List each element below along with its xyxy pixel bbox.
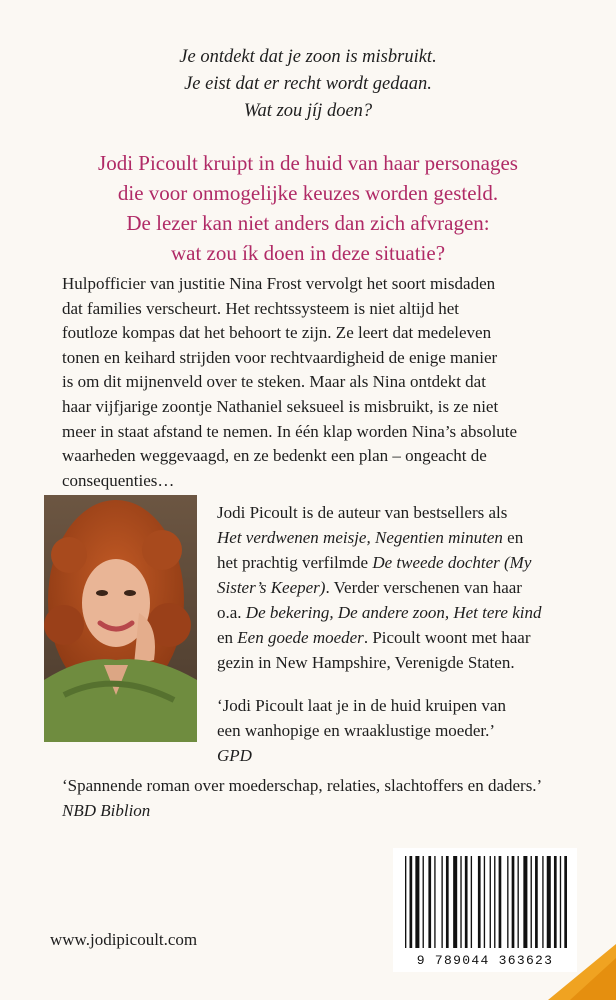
synopsis-line: waarheden weggevaagd, en ze bedenkt een plan – ongeacht de xyxy=(62,446,487,466)
barcode-bars xyxy=(393,848,577,954)
synopsis-line: tonen en keihard strijden voor rechtvaardigheid de enige manier xyxy=(62,347,498,367)
bio-line: Het verdwenen meisje, Negentien minuten en xyxy=(217,528,524,547)
tagline-line: Je ontdekt dat je zoon is misbruikt. xyxy=(179,47,437,67)
bio-line: Jodi Picoult is de auteur van bestsellers als xyxy=(217,503,508,522)
synopsis-line: foutloze kompas dat het behoort te zijn. Ze leert dat medeleven xyxy=(62,323,492,343)
publisher-corner-tag xyxy=(548,944,616,1000)
author-bio xyxy=(217,500,587,675)
tagline xyxy=(0,44,616,125)
synopsis-line: is om dit mijnenveld over te steken. Maar als Nina ontdekt dat xyxy=(62,372,486,392)
quote-source: NBD Biblion xyxy=(62,801,151,820)
bio-line: en Een goede moeder. Picoult woont met haar xyxy=(217,628,531,647)
book-title: Een goede moeder xyxy=(237,628,364,647)
author-photo xyxy=(44,495,197,742)
book-title: Het verdwenen meisje, Negentien minuten xyxy=(217,528,503,547)
bio-line: Sister’s Keeper). Verder verschenen van haar xyxy=(217,578,522,597)
pitch-line: wat zou ík doen in deze situatie? xyxy=(170,241,446,265)
quote-line: een wanhopige en wraaklustige moeder.’ xyxy=(217,721,496,740)
bio-line: het prachtig verfilmde De tweede dochter (My xyxy=(217,553,532,572)
pitch-text xyxy=(0,148,616,268)
book-title: Sister’s Keeper) xyxy=(217,578,326,597)
review-quote-nbd xyxy=(62,773,582,823)
synopsis-line: consequenties… xyxy=(62,470,175,490)
quote-source: GPD xyxy=(217,746,252,765)
pitch-line: Jodi Picoult kruipt in de huid van haar personages xyxy=(98,151,518,175)
website-link[interactable]: www.jodipicoult.com xyxy=(50,930,198,949)
bio-line: gezin in New Hampshire, Verenigde Staten. xyxy=(217,653,515,672)
synopsis-line: meer in staat afstand te nemen. In één klap worden Nina’s absolute xyxy=(62,421,518,441)
pitch-line: De lezer kan niet anders dan zich afvragen: xyxy=(126,211,490,235)
book-title: De bekering, De andere zoon, Het tere kind xyxy=(245,603,542,622)
synopsis-line: haar vijfjarige zoontje Nathaniel seksueel is misbruikt, is ze niet xyxy=(62,396,499,416)
book-title: De tweede dochter (My xyxy=(372,553,532,572)
pitch-line: die voor onmogelijke keuzes worden gesteld. xyxy=(117,181,499,205)
tagline-line: Je eist dat er recht wordt gedaan. xyxy=(184,74,432,94)
quote-line: ‘Spannende roman over moederschap, relaties, slachtoffers en daders.’ xyxy=(62,776,543,795)
review-quote-gpd xyxy=(217,693,587,768)
synopsis-line: Hulpofficier van justitie Nina Frost vervolgt het soort misdaden xyxy=(62,274,496,293)
synopsis xyxy=(62,272,572,493)
isbn-number: 9 789044 363623 xyxy=(416,953,554,968)
quote-line: ‘Jodi Picoult laat je in de huid kruipen van xyxy=(217,696,506,715)
synopsis-line: dat families verscheurt. Het rechtssysteem is niet altijd het xyxy=(62,298,460,318)
bio-line: o.a. De bekering, De andere zoon, Het tere kind xyxy=(217,603,542,622)
tagline-line: Wat zou jíj doen? xyxy=(243,101,373,121)
